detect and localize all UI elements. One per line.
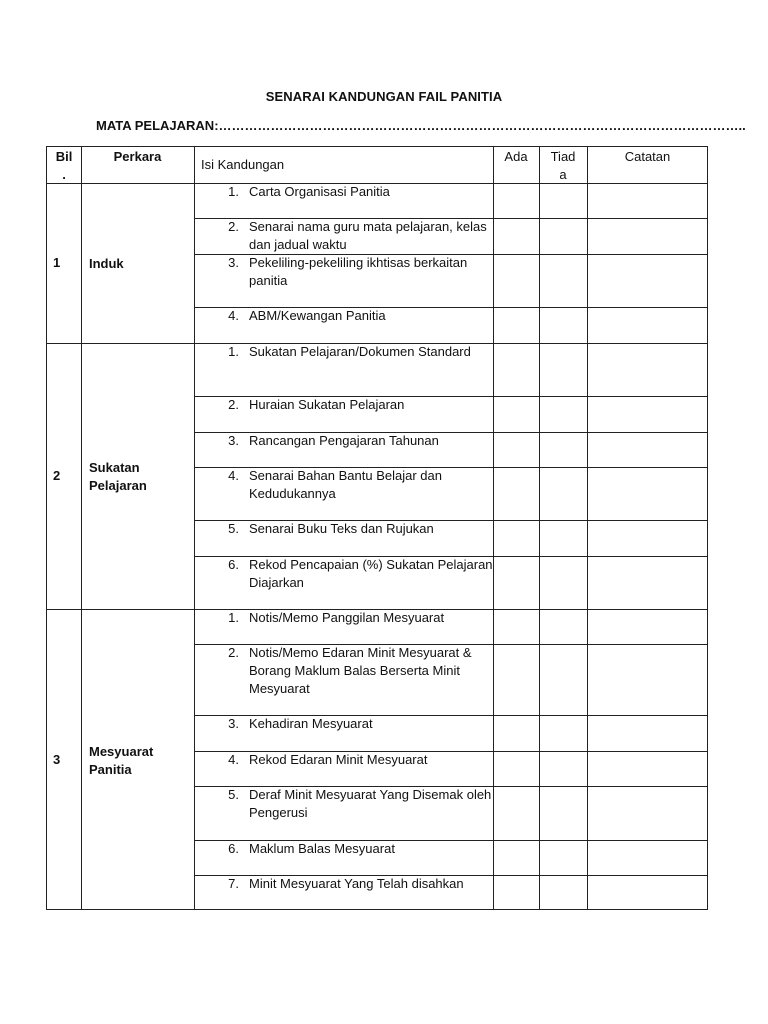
item-number: 2.: [228, 397, 239, 412]
item-text: Rekod Edaran Minit Mesyuarat: [249, 752, 428, 767]
item-text: ABM/Kewangan Panitia: [249, 308, 386, 323]
section-number: 2: [53, 468, 61, 483]
section-name: Sukatan Pelajaran: [89, 460, 147, 493]
item-number: 1.: [228, 184, 239, 199]
section-name: Induk: [89, 256, 124, 271]
item-text: Rekod Pencapaian (%) Sukatan Pelajaran Diajarkan: [249, 557, 493, 590]
section-number: 1: [53, 255, 61, 270]
item-number: 5.: [228, 787, 239, 802]
item-text: Huraian Sukatan Pelajaran: [249, 397, 405, 412]
item-text: Sukatan Pelajaran/Dokumen Standard: [249, 344, 471, 359]
item-text: Notis/Memo Panggilan Mesyuarat: [249, 610, 445, 625]
item-number: 1.: [228, 610, 239, 625]
item-number: 3.: [228, 255, 239, 270]
item-text: Carta Organisasi Panitia: [249, 184, 390, 199]
contents-table: [46, 146, 708, 910]
item-text: Rancangan Pengajaran Tahunan: [249, 433, 439, 448]
item-number: 3.: [228, 716, 239, 731]
subject-line: MATA PELAJARAN:…………………………………………………………………………………………………………..: [96, 118, 746, 133]
item-text: Senarai Buku Teks dan Rujukan: [249, 521, 434, 536]
col-divider: [81, 147, 82, 909]
document-title: SENARAI KANDUNGAN FAIL PANITIA: [265, 89, 503, 104]
item-text: Kehadiran Mesyuarat: [249, 716, 373, 731]
item-text: Maklum Balas Mesyuarat: [249, 841, 395, 856]
item-number: 1.: [228, 344, 239, 359]
header-isi-kandungan: Isi Kandungan: [201, 157, 285, 172]
item-number: 4.: [228, 752, 239, 767]
item-number: 6.: [228, 557, 239, 572]
header-ada: Ada: [504, 149, 528, 164]
item-text: Deraf Minit Mesyuarat Yang Disemak oleh Pengerusi: [249, 787, 492, 820]
item-number: 5.: [228, 521, 239, 536]
item-number: 2.: [228, 219, 239, 234]
item-number: 4.: [228, 468, 239, 483]
col-divider: [539, 147, 540, 909]
col-divider: [587, 147, 588, 909]
header-perkara: Perkara: [113, 149, 162, 164]
item-number: 2.: [228, 645, 239, 660]
item-text: Minit Mesyuarat Yang Telah disahkan: [249, 876, 464, 891]
item-number: 4.: [228, 308, 239, 323]
header-catatan: Catatan: [624, 149, 671, 164]
section-name: Mesyuarat Panitia: [89, 744, 154, 777]
item-number: 3.: [228, 433, 239, 448]
item-text: Pekeliling-pekeliling ikhtisas berkaitan panitia: [249, 255, 468, 288]
header-bil: Bil .: [55, 149, 73, 182]
header-tiada: Tiad a: [550, 149, 576, 182]
item-number: 6.: [228, 841, 239, 856]
item-text: Senarai nama guru mata pelajaran, kelas dan jadual waktu: [249, 219, 487, 252]
col-divider: [194, 147, 195, 909]
item-text: Senarai Bahan Bantu Belajar dan Kedudukannya: [249, 468, 442, 501]
section-number: 3: [53, 752, 61, 767]
item-text: Notis/Memo Edaran Minit Mesyuarat & Borang Maklum Balas Berserta Minit Mesyuarat: [249, 645, 472, 696]
item-number: 7.: [228, 876, 239, 891]
